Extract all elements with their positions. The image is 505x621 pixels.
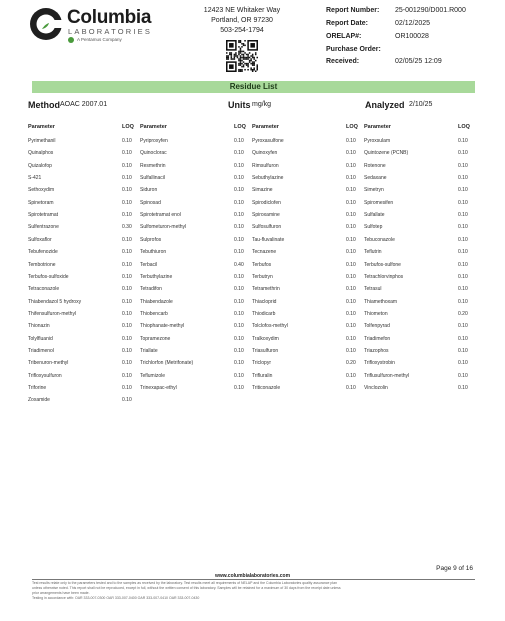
column-header-loq: LOQ xyxy=(458,124,470,130)
disclaimer-line: Test results relate only to the parameters tested and to the samples as received by the laboratory. Test results meet all requirements of NELAP and the Columbia Laboratories quality assurance plan xyxy=(32,581,338,585)
column-header-loq: LOQ xyxy=(122,124,134,130)
parameter-name: Tralkoxydim xyxy=(252,335,279,342)
loq-value: 0.10 xyxy=(346,199,356,206)
loq-value: 0.10 xyxy=(458,162,468,169)
loq-value: 0.10 xyxy=(234,187,244,194)
parameter-name: Quizalofop xyxy=(28,162,52,169)
loq-value: 0.10 xyxy=(458,199,468,206)
orelap-label: ORELAP#: xyxy=(326,33,362,40)
logo-name: Columbia xyxy=(67,7,152,28)
loq-value: 0.10 xyxy=(234,323,244,330)
company-logo xyxy=(29,4,153,44)
parameter-name: Tetrachlorvinphos xyxy=(364,273,404,280)
parameter-name: Thionazin xyxy=(28,323,50,330)
loq-value: 0.10 xyxy=(234,347,244,354)
parameter-name: Tetradifon xyxy=(140,286,162,293)
parameter-name: Trinexapac-ethyl xyxy=(140,385,177,391)
loq-value: 0.10 xyxy=(122,335,132,342)
address-line: 12423 NE Whitaker Way xyxy=(203,7,281,14)
parameter-name: Thiamethoxam xyxy=(364,298,398,305)
loq-value: 0.10 xyxy=(458,236,468,243)
parameter-name: Thiometon xyxy=(364,310,388,317)
parameter-name: Tau-fluvalinate xyxy=(252,236,285,243)
loq-value: 0.10 xyxy=(346,385,356,391)
parameter-name: Resmethrin xyxy=(140,162,166,169)
loq-value: 0.10 xyxy=(458,385,468,391)
loq-value: 0.10 xyxy=(234,236,244,243)
report-number-label: Report Number: xyxy=(326,7,380,14)
page-number: Page 9 of 16 xyxy=(436,565,473,572)
disclaimer-line: prior arrangements have been made. xyxy=(32,591,90,595)
analyzed-label: Analyzed xyxy=(365,100,405,110)
loq-value: 0.10 xyxy=(458,212,468,219)
loq-value: 0.10 xyxy=(122,249,132,256)
loq-value: 0.10 xyxy=(458,224,468,231)
loq-value: 0.10 xyxy=(458,335,468,342)
parameter-name: Simazine xyxy=(252,187,273,194)
parameter-name: Tolfenpyrad xyxy=(364,323,390,330)
parameter-name: Tetramethrin xyxy=(252,286,280,293)
loq-value: 0.10 xyxy=(346,138,356,144)
parameter-name: Terbufos-sulfone xyxy=(364,261,401,268)
loq-value: 0.10 xyxy=(234,212,244,219)
parameter-name: Spirotetramat enol xyxy=(140,212,181,219)
parameter-name: Quinoclorac xyxy=(140,150,167,157)
loq-value: 0.10 xyxy=(346,212,356,219)
parameter-name: Trifloxystrobin xyxy=(364,360,395,367)
loq-value: 0.10 xyxy=(458,323,468,330)
loq-value: 0.10 xyxy=(234,162,244,169)
loq-value: 0.10 xyxy=(122,347,132,354)
units-label: Units xyxy=(228,100,251,110)
parameter-name: Pyroxsulam xyxy=(364,138,391,144)
parameter-name: Tembotrione xyxy=(28,261,56,268)
parameter-name: Triclopyr xyxy=(252,360,271,367)
loq-value: 0.10 xyxy=(122,360,132,367)
parameter-name: Thiacloprid xyxy=(252,298,277,305)
parameter-name: Teflutrin xyxy=(364,249,382,256)
parameter-name: Thiabendazole xyxy=(140,298,173,305)
parameter-name: Sulfallinacil xyxy=(140,175,166,182)
footer-disclaimer xyxy=(32,581,475,601)
lab-phone: 503-254-1794 xyxy=(220,27,264,34)
parameter-name: Spiromesifen xyxy=(364,199,394,206)
parameter-name: Tetrasul xyxy=(364,286,382,293)
parameter-name: Sulfometuron-methyl xyxy=(140,224,187,231)
lab-address xyxy=(182,6,302,36)
parameter-name: Simetryn xyxy=(364,187,384,194)
parameter-name: Triazophos xyxy=(364,347,389,354)
parameter-name: Tolylfluanid xyxy=(28,335,53,342)
parameter-name: Sulprofos xyxy=(140,236,162,243)
footer-divider xyxy=(32,579,475,580)
method-label: Method xyxy=(28,100,60,110)
parameter-name: Topramezone xyxy=(140,335,171,342)
loq-value: 0.10 xyxy=(234,273,244,280)
loq-value: 0.10 xyxy=(234,175,244,182)
parameter-name: Triflusulfuron-methyl xyxy=(364,372,410,379)
parameter-name: Quintozene (PCNB) xyxy=(364,150,409,157)
parameter-name: Thiophanate-methyl xyxy=(140,323,185,330)
loq-value: 0.10 xyxy=(234,150,244,157)
parameter-name: Terbufos-sulfoxide xyxy=(28,273,69,280)
parameter-name: Spinosad xyxy=(140,199,161,206)
parameter-name: Sebuthylazine xyxy=(252,175,284,182)
loq-value: 0.10 xyxy=(458,150,468,157)
loq-value: 0.10 xyxy=(346,236,356,243)
loq-value: 0.10 xyxy=(122,175,132,182)
column-header-parameter: Parameter xyxy=(364,124,391,130)
column-header-parameter: Parameter xyxy=(140,124,167,130)
logo-subtitle: LABORATORIES xyxy=(68,27,153,36)
section-banner xyxy=(32,81,475,93)
parameter-name: Zoxamide xyxy=(28,397,50,404)
parameter-name: Terbacil xyxy=(140,261,158,268)
parameter-name: Spirodiclofen xyxy=(252,199,281,206)
disclaimer-line: Testing in accordance with: OAR 333-007-0300 OAR 333-007-0400 OAR 333-007-0410 OAR 333-007-0430 xyxy=(32,596,200,600)
loq-value: 0.10 xyxy=(458,286,468,293)
loq-value: 0.10 xyxy=(234,385,244,391)
disclaimer-line: unless otherwise noted. This report shall not be reproduced, except in full, without the written consent of this laboratory. Samples will be retained for a maximum of 30 days from the receipt date unless xyxy=(32,586,341,590)
parameter-name: Pyrimethanil xyxy=(28,138,56,144)
parameter-name: Sulfentrazone xyxy=(28,224,59,231)
parameter-name: Sulfosulfuron xyxy=(252,224,282,231)
loq-value: 0.10 xyxy=(346,273,356,280)
loq-value: 0.10 xyxy=(346,323,356,330)
columbia-logo-icon xyxy=(29,7,63,41)
loq-value: 0.10 xyxy=(234,360,244,367)
parameter-name: Triticonazole xyxy=(252,385,281,391)
parameter-name: Rimsulfuron xyxy=(252,162,279,169)
parameter-name: Tribenuron-methyl xyxy=(28,360,69,367)
parameter-name: Terbuthylazine xyxy=(140,273,173,280)
parameter-name: Spiroxamine xyxy=(252,212,280,219)
column-header-parameter: Parameter xyxy=(28,124,55,130)
parameter-name: Rotenone xyxy=(364,162,386,169)
parameter-name: Sulfallate xyxy=(364,212,385,219)
received-label: Received: xyxy=(326,58,360,65)
loq-value: 0.10 xyxy=(234,372,244,379)
loq-value: 0.10 xyxy=(234,249,244,256)
loq-value: 0.10 xyxy=(346,162,356,169)
loq-value: 0.10 xyxy=(346,310,356,317)
column-header-loq: LOQ xyxy=(346,124,358,130)
loq-value: 0.10 xyxy=(234,199,244,206)
parameter-name: Quinoxyfen xyxy=(252,150,278,157)
parameter-name: Siduron xyxy=(140,187,158,194)
pentamus-icon xyxy=(68,37,74,43)
received-value: 02/05/25 12:09 xyxy=(395,58,442,65)
parameter-name: Trifloxysulfuron xyxy=(28,372,62,379)
loq-value: 0.10 xyxy=(458,372,468,379)
loq-value: 0.10 xyxy=(346,335,356,342)
loq-value: 0.10 xyxy=(122,236,132,243)
loq-value: 0.10 xyxy=(458,175,468,182)
loq-value: 0.10 xyxy=(346,286,356,293)
loq-value: 0.10 xyxy=(234,298,244,305)
parameter-name: S-421 xyxy=(28,175,42,182)
parameter-name: Tebuthiuron xyxy=(140,249,167,256)
parameter-name: Thiobencarb xyxy=(140,310,168,317)
parameter-name: Trichlorfon (Metrifonate) xyxy=(140,360,194,367)
report-date-label: Report Date: xyxy=(326,20,369,27)
parameter-name: Spirotetramat xyxy=(28,212,59,219)
orelap-value: OR100028 xyxy=(395,33,429,40)
parameter-name: Tebuconazole xyxy=(364,236,395,243)
parameter-name: Terbutryn xyxy=(252,273,273,280)
loq-value: 0.10 xyxy=(122,187,132,194)
loq-value: 0.10 xyxy=(122,323,132,330)
parameter-name: Thiodicarb xyxy=(252,310,276,317)
logo-tagline: A Pentamus Company xyxy=(77,37,122,42)
loq-value: 0.10 xyxy=(458,360,468,367)
loq-value: 0.10 xyxy=(234,224,244,231)
loq-value: 0.10 xyxy=(458,273,468,280)
loq-value: 0.10 xyxy=(234,335,244,342)
loq-value: 0.10 xyxy=(458,138,468,144)
loq-value: 0.10 xyxy=(122,385,132,391)
parameter-name: Sedaxane xyxy=(364,175,387,182)
loq-value: 0.10 xyxy=(346,372,356,379)
parameter-name: Vinclozolin xyxy=(364,385,388,391)
loq-value: 0.10 xyxy=(122,397,132,404)
parameter-name: Pyroxasulfone xyxy=(252,138,284,144)
loq-value: 0.40 xyxy=(234,261,244,268)
units-value: mg/kg xyxy=(252,101,272,108)
website-link[interactable]: www.columbialaboratories.com xyxy=(214,573,291,579)
loq-value: 0.10 xyxy=(122,286,132,293)
parameter-name: Triadimenol xyxy=(28,347,54,354)
loq-value: 0.10 xyxy=(458,298,468,305)
loq-value: 0.10 xyxy=(458,187,468,194)
qr-code-icon xyxy=(226,40,258,72)
address-line: Portland, OR 97230 xyxy=(211,17,273,24)
loq-value: 0.10 xyxy=(346,298,356,305)
parameter-name: Quinalphos xyxy=(28,150,54,157)
loq-value: 0.10 xyxy=(122,273,132,280)
parameter-name: Pyriproxyfen xyxy=(140,138,168,144)
loq-value: 0.10 xyxy=(122,150,132,157)
loq-value: 0.10 xyxy=(346,187,356,194)
loq-value: 0.10 xyxy=(122,199,132,206)
loq-value: 0.10 xyxy=(346,150,356,157)
parameter-name: Thiabendazol 5 hydroxy xyxy=(28,298,82,305)
loq-value: 0.10 xyxy=(346,261,356,268)
loq-value: 0.10 xyxy=(122,261,132,268)
loq-value: 0.10 xyxy=(346,347,356,354)
parameter-name: Sethoxydim xyxy=(28,187,55,194)
parameter-name: Tetraconazole xyxy=(28,286,60,293)
parameter-name: Thifensulfuron-methyl xyxy=(28,310,77,317)
loq-value: 0.30 xyxy=(122,224,132,231)
loq-value: 0.10 xyxy=(122,298,132,305)
column-header-loq: LOQ xyxy=(234,124,246,130)
method-value: AOAC 2007.01 xyxy=(60,101,108,108)
parameter-name: Spinetoram xyxy=(28,199,54,206)
parameter-name: Tebufenozide xyxy=(28,249,58,256)
parameter-name: Teflumizole xyxy=(140,372,166,379)
parameter-name: Sulfoxaflor xyxy=(28,236,52,243)
report-date-value: 02/12/2025 xyxy=(395,20,431,27)
parameter-name: Triasulfuron xyxy=(252,347,279,354)
loq-value: 0.10 xyxy=(234,138,244,144)
loq-value: 0.10 xyxy=(458,347,468,354)
loq-value: 0.10 xyxy=(458,249,468,256)
parameter-name: Tolclofos-methyl xyxy=(252,323,288,330)
column-header-parameter: Parameter xyxy=(252,124,279,130)
parameter-name: Tecnazene xyxy=(252,249,277,256)
loq-value: 0.10 xyxy=(234,310,244,317)
loq-value: 0.10 xyxy=(234,286,244,293)
loq-value: 0.10 xyxy=(122,162,132,169)
parameter-name: Trifluralin xyxy=(252,372,273,379)
parameter-name: Terbufos xyxy=(252,261,272,268)
report-number-value: 25-001290/D001.R000 xyxy=(395,7,466,14)
section-title: Residue List xyxy=(229,82,278,91)
loq-value: 0.10 xyxy=(122,138,132,144)
loq-value: 0.20 xyxy=(458,310,468,317)
analyzed-value: 2/10/25 xyxy=(409,101,433,108)
parameter-name: Sulfotep xyxy=(364,224,383,231)
loq-value: 0.10 xyxy=(122,310,132,317)
parameter-name: Triadimefon xyxy=(364,335,391,342)
parameter-name: Triforine xyxy=(28,385,47,391)
loq-value: 0.10 xyxy=(346,175,356,182)
parameter-name: Triallate xyxy=(140,347,158,354)
loq-value: 0.10 xyxy=(122,372,132,379)
loq-value: 0.10 xyxy=(346,249,356,256)
purchase-order-label: Purchase Order: xyxy=(326,46,381,53)
loq-value: 0.20 xyxy=(346,360,356,367)
loq-value: 0.10 xyxy=(458,261,468,268)
loq-value: 0.10 xyxy=(122,212,132,219)
loq-value: 0.10 xyxy=(346,224,356,231)
